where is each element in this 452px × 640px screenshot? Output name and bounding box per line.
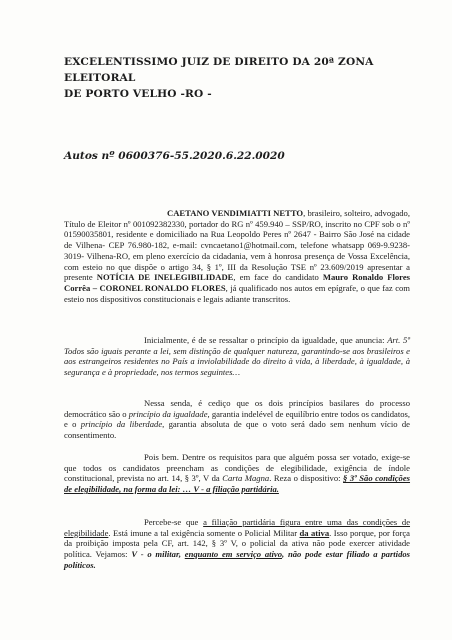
- underlined-text: a filiação partidária figura entre uma das condições de elegibilidade: [64, 517, 411, 538]
- underlined-bold-text: da ativa: [299, 527, 330, 538]
- paragraph-text: , garantia absoluta de que o voto será dado sem nenhum vício de consentimento.: [64, 419, 410, 441]
- italic-term: Carta Magna: [222, 473, 270, 484]
- paragraph-text: , garantia indelével de equilíbrio entre todos os candidatos, e o: [64, 408, 410, 430]
- candidate-name: Mauro Ronaldo Flores Corrêa – CORONEL RONALDO FLORES: [64, 272, 410, 293]
- constitution-quote: Art. 5º Todos são iguais perante a lei, sem distinção de qualquer natureza, garantindo-se aos brasileiros e aos estrangeiros residentes no País a inviolabilidade do direito à vida, à liberdade, à igualdade, à segurança e à propriedade, nos termos seguintes…: [64, 335, 410, 378]
- paragraph-text: Inicialmente, é de se ressaltar o princípio da igualdade, que anuncia:: [144, 335, 388, 345]
- paragraph-text: , já qualificado nos autos em epígrafe, o que faz com esteio nos dispositivos constitucionais e legais adiante transcritos.: [64, 282, 410, 304]
- heading-line-2: DE PORTO VELHO -RO -: [64, 88, 212, 100]
- case-number: Autos nº 0600376-55.2020.6.22.0020: [64, 150, 285, 162]
- military-quote: V - o militar,: [131, 549, 185, 560]
- paragraph-text: Nessa senda, é cediço que os dois princípios basilares do processo democrático são o: [64, 398, 410, 419]
- italic-term: princípio da igualdade: [128, 408, 208, 419]
- italic-term: princípio da liberdade: [80, 419, 163, 430]
- paragraph-text: , em face do candidato: [233, 272, 323, 283]
- paragraph-text: Percebe-se que: [144, 517, 204, 527]
- military-quote-underlined: enquanto em serviço ativo: [184, 549, 283, 560]
- paragraph-military: [64, 517, 410, 571]
- paragraph-petitioner: [64, 208, 410, 304]
- notice-title: NOTÍCIA DE INELEGIBILIDADE: [96, 272, 234, 283]
- paragraph-equality: [64, 335, 410, 378]
- paragraph-requirements: [64, 452, 410, 495]
- heading-line-1: EXCELENTISSIMO JUIZ DE DIREITO DA 20ª ZONA ELEITORAL: [64, 56, 374, 84]
- paragraph-principles: [64, 398, 410, 441]
- paragraph-text: , brasileiro, solteiro, advogado, Título de Eleitor nº 001092382330, portador do RG nº 459.940 – SSP/RO, inscrito no CPF sob o nº 01590035801, residente e domiciliado na Rua Leopoldo Peres nº 2647 - Bairro São José na cidade de Vilhena- CEP 76.980-182, e-mail: cvncaetano1@hotmail.com, telefone whatsapp 069-9.9238-3019- Vilhena-RO, em pleno exercício da cidadania, vem à honrosa presença de Vossa Excelência, com esteio no que dispõe o artigo 34, § 1º, III da Resolução TSE nº 23.609/2019 apresentar a presente: [64, 208, 410, 283]
- paragraph-text: . Está imune a tal exigência somente o Policial Militar: [108, 527, 300, 538]
- document-heading: [64, 54, 414, 102]
- petitioner-name: CAETANO VENDIMIATTI NETTO: [167, 208, 304, 218]
- eligibility-quote: § 3º São condições de elegibilidade, na forma da lei: … V - a filiação partidária.: [64, 473, 411, 495]
- paragraph-text: . Reza o dispositivo:: [269, 473, 344, 484]
- military-quote: , não pode estar filiado a partidos políticos.: [64, 549, 411, 570]
- paragraph-text: . Isso porque, por força da proibição imposta pela CF, art. 142, § 3º V, o policial da ativa não pode exercer atividade política. Vejamos:: [64, 527, 410, 560]
- paragraph-text: Pois bem. Dentre os requisitos para que alguém possa ser votado, exige-se que todos os candidatos preencham as condições de elegibilidade, exigência de índole constitucional, prevista no art. 14, § 3º, V da: [64, 452, 410, 484]
